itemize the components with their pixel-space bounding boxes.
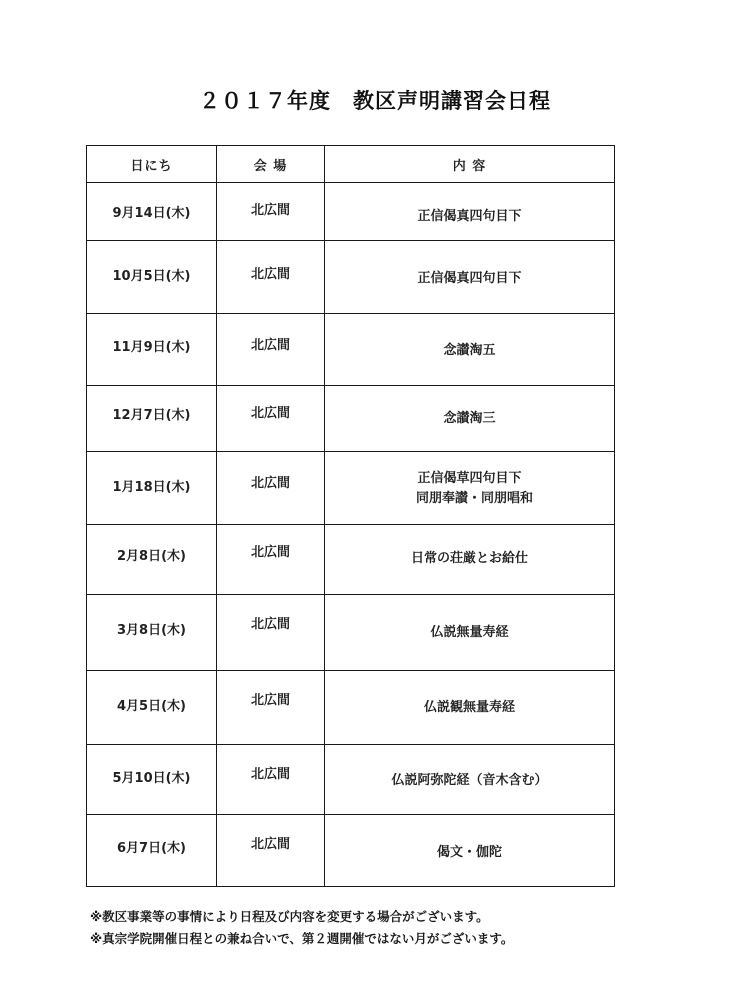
header-venue: 会 場 bbox=[217, 146, 325, 183]
content-line-1: 正信偈草四句目下 bbox=[417, 471, 522, 486]
table-row bbox=[87, 183, 615, 241]
header-date: 日にち bbox=[87, 146, 217, 183]
table-row bbox=[87, 671, 615, 745]
date-text: 3月8日(木) bbox=[117, 623, 186, 638]
content-cell bbox=[325, 314, 615, 386]
venue-text: 北広間 bbox=[250, 203, 290, 218]
venue-text: 北広間 bbox=[250, 693, 290, 708]
note-second-week: ※真宗学院開催日程との兼ね合いで、第２週開催ではない月がございます。 bbox=[90, 931, 514, 946]
venue-text: 北広間 bbox=[250, 476, 290, 491]
table-row bbox=[87, 452, 615, 525]
schedule-table bbox=[86, 145, 615, 887]
content-cell bbox=[325, 525, 615, 595]
table-row bbox=[87, 314, 615, 386]
venue-cell bbox=[217, 386, 325, 452]
date-text: 5月10日(木) bbox=[112, 771, 191, 786]
date-text: 12月7日(木) bbox=[112, 408, 191, 423]
header-content: 内 容 bbox=[325, 146, 615, 183]
date-cell bbox=[87, 595, 217, 671]
date-text: 9月14日(木) bbox=[112, 206, 191, 221]
note-schedule-change: ※教区事業等の事情により日程及び内容を変更する場合がございます。 bbox=[90, 909, 489, 924]
table-row bbox=[87, 745, 615, 815]
content-text: 正信偈真四句目下 bbox=[417, 271, 522, 286]
date-text: 4月5日(木) bbox=[117, 699, 186, 714]
table-header-row bbox=[87, 146, 615, 183]
content-cell bbox=[325, 386, 615, 452]
venue-text: 北広間 bbox=[250, 617, 290, 632]
date-cell bbox=[87, 314, 217, 386]
content-cell bbox=[325, 595, 615, 671]
content-cell bbox=[325, 241, 615, 314]
table-row bbox=[87, 815, 615, 887]
date-cell bbox=[87, 815, 217, 887]
venue-text: 北広間 bbox=[250, 545, 290, 560]
date-text: 11月9日(木) bbox=[112, 340, 191, 355]
date-cell bbox=[87, 745, 217, 815]
venue-cell bbox=[217, 595, 325, 671]
content-line-2: 同朋奉讃・同朋唱和 bbox=[415, 491, 533, 506]
venue-text: 北広間 bbox=[250, 406, 290, 421]
date-cell bbox=[87, 241, 217, 314]
date-text: 2月8日(木) bbox=[117, 549, 186, 564]
date-text: 6月7日(木) bbox=[117, 841, 186, 856]
table-row bbox=[87, 241, 615, 314]
content-text: 仏説観無量寿経 bbox=[423, 700, 515, 715]
venue-text: 北広間 bbox=[250, 837, 290, 852]
venue-cell bbox=[217, 183, 325, 241]
date-cell bbox=[87, 671, 217, 745]
venue-text: 北広間 bbox=[250, 267, 290, 282]
content-text: 正信偈真四句目下 bbox=[417, 209, 522, 224]
notes bbox=[90, 906, 710, 950]
content-text: 偈文・伽陀 bbox=[436, 845, 502, 860]
date-cell bbox=[87, 525, 217, 595]
content-text: 念讃淘三 bbox=[443, 411, 496, 426]
venue-cell bbox=[217, 745, 325, 815]
date-text: 1月18日(木) bbox=[112, 480, 191, 495]
date-cell bbox=[87, 183, 217, 241]
venue-text: 北広間 bbox=[250, 338, 290, 353]
content-cell bbox=[325, 815, 615, 887]
content-text: 仏説阿弥陀経（音木含む） bbox=[391, 773, 548, 788]
venue-cell bbox=[217, 815, 325, 887]
content-text: 仏説無量寿経 bbox=[430, 625, 509, 640]
table-row bbox=[87, 386, 615, 452]
content-text: 念讃淘五 bbox=[443, 343, 496, 358]
venue-cell bbox=[217, 314, 325, 386]
table-row bbox=[87, 525, 615, 595]
content-cell bbox=[325, 745, 615, 815]
page-title: ２０１７年度 教区声明講習会日程 bbox=[199, 89, 551, 113]
content-text bbox=[325, 452, 614, 509]
venue-cell bbox=[217, 241, 325, 314]
content-cell bbox=[325, 183, 615, 241]
date-cell bbox=[87, 386, 217, 452]
table-row bbox=[87, 595, 615, 671]
content-text: 日常の荘厳とお給仕 bbox=[410, 551, 528, 566]
venue-cell bbox=[217, 452, 325, 525]
content-cell bbox=[325, 671, 615, 745]
content-cell bbox=[325, 452, 615, 525]
date-text: 10月5日(木) bbox=[112, 269, 191, 284]
date-cell bbox=[87, 452, 217, 525]
venue-cell bbox=[217, 525, 325, 595]
venue-cell bbox=[217, 671, 325, 745]
venue-text: 北広間 bbox=[250, 767, 290, 782]
